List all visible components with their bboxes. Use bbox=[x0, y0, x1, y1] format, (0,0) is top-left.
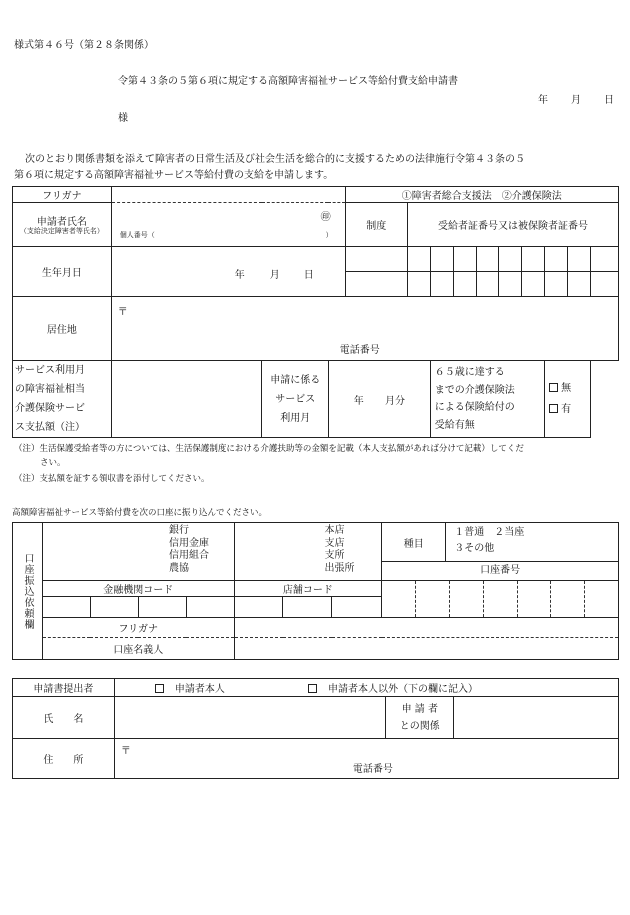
dob-label: 生年月日 bbox=[13, 247, 112, 297]
submitter-address-field[interactable] bbox=[114, 739, 618, 779]
submitter-name-label: 氏 名 bbox=[13, 697, 115, 739]
opt-other-label: 申請者本人以外（下の欄に記入） bbox=[328, 684, 479, 695]
submitter-name-field[interactable] bbox=[114, 697, 386, 739]
law-options: ①障害者総合支援法 ②介護保険法 bbox=[345, 187, 618, 203]
branch-type: 出張所 bbox=[324, 562, 355, 574]
account-digit[interactable] bbox=[585, 581, 618, 617]
address-field[interactable] bbox=[111, 297, 618, 361]
form-number: 様式第４６号（第２８条関係） bbox=[14, 40, 154, 51]
note-1b: さい。 bbox=[40, 458, 66, 468]
cert-digit[interactable] bbox=[522, 272, 545, 297]
checkbox-icon bbox=[308, 684, 317, 693]
submitter-options bbox=[114, 679, 618, 697]
cert-digit[interactable] bbox=[567, 247, 590, 272]
cert-digit[interactable] bbox=[522, 247, 545, 272]
cert-digit[interactable] bbox=[499, 272, 522, 297]
cert-digit[interactable] bbox=[567, 272, 590, 297]
institution-types bbox=[169, 525, 209, 575]
month-label-line: 利用月 bbox=[280, 412, 311, 424]
inst-code-digit[interactable] bbox=[138, 597, 186, 618]
kind-account-cell bbox=[382, 523, 619, 581]
branch-code-digit[interactable] bbox=[234, 597, 283, 618]
account-digit[interactable] bbox=[551, 581, 585, 617]
opt-none-label: 無 bbox=[561, 383, 572, 394]
submitter-label: 申請書提出者 bbox=[13, 679, 115, 697]
cert-digit[interactable] bbox=[590, 272, 618, 297]
account-digit[interactable] bbox=[382, 581, 416, 617]
address-label: 居住地 bbox=[13, 297, 112, 361]
holder-label: 口座名義人 bbox=[42, 638, 234, 660]
service-amount-label bbox=[13, 361, 112, 438]
branch-code-digit[interactable] bbox=[283, 597, 332, 618]
month-year: 年 bbox=[353, 395, 364, 407]
furigana-label: フリガナ bbox=[13, 187, 112, 203]
note-2: （注）支払額を証する領収書を添付してください。 bbox=[14, 474, 210, 484]
holder-field[interactable] bbox=[234, 638, 618, 660]
submitter-table bbox=[12, 678, 619, 779]
checkbox-icon bbox=[549, 404, 558, 413]
relation-line-1: 申 請 者 bbox=[401, 703, 438, 715]
month-label-line: サービス bbox=[275, 393, 316, 405]
cert-digit[interactable] bbox=[545, 272, 568, 297]
postal-mark: 〒 bbox=[117, 307, 128, 318]
cert-digit[interactable] bbox=[430, 247, 453, 272]
inst-type: 信用金庫 bbox=[168, 537, 209, 549]
dob-year: 年 bbox=[234, 270, 245, 281]
inst-type: 信用組合 bbox=[168, 550, 209, 561]
applicant-table bbox=[12, 186, 619, 438]
branch-types bbox=[325, 525, 355, 575]
submitter-address-label: 住 所 bbox=[13, 739, 115, 779]
kind-opt-1: １普通 ２当座 bbox=[454, 527, 525, 538]
institution-name-field[interactable] bbox=[42, 523, 234, 581]
cert-digit[interactable] bbox=[590, 247, 618, 272]
age65-options bbox=[545, 361, 591, 438]
account-digit[interactable] bbox=[484, 581, 518, 617]
dob-day: 日 bbox=[303, 270, 314, 281]
kind-options[interactable] bbox=[446, 523, 524, 561]
inst-type: 農協 bbox=[168, 562, 189, 574]
kind-label: 種目 bbox=[382, 523, 446, 561]
account-digit[interactable] bbox=[518, 581, 552, 617]
addressee: 様 bbox=[118, 113, 128, 124]
branch-code-digit[interactable] bbox=[332, 597, 382, 618]
seal-mark: ㊞ bbox=[320, 212, 331, 223]
service-amount-line: サービス利用月 bbox=[15, 365, 85, 376]
bank-lead: 高額障害福祉サービス等給付費を次の口座に振り込んでください。 bbox=[12, 508, 268, 518]
cert-digit[interactable] bbox=[476, 247, 499, 272]
furigana-field[interactable] bbox=[111, 187, 345, 203]
bank-side-text: 口座振込依頼欄 bbox=[21, 552, 33, 630]
month-field[interactable] bbox=[328, 361, 430, 438]
age65-line: ６５歳に達する bbox=[434, 367, 505, 378]
bank-table bbox=[12, 522, 619, 660]
bank-side-label bbox=[13, 523, 43, 660]
age65-label bbox=[430, 361, 544, 438]
inst-code-digit[interactable] bbox=[90, 597, 138, 618]
cert-digit[interactable] bbox=[453, 247, 476, 272]
date-day: 日 bbox=[604, 95, 614, 106]
phone-label: 電話番号 bbox=[339, 345, 380, 356]
postal-mark: 〒 bbox=[120, 746, 131, 757]
intro-line-2: 第６項に規定する高額障害福祉サービス等給付費の支給を申請します。 bbox=[14, 170, 334, 181]
checkbox-icon bbox=[549, 383, 558, 392]
personal-no-label: 個人番号（ bbox=[119, 231, 155, 240]
cert-digit[interactable] bbox=[476, 272, 499, 297]
opt-yes-label: 有 bbox=[561, 404, 572, 415]
branch-name-field[interactable] bbox=[234, 523, 382, 581]
relation-field[interactable] bbox=[454, 697, 619, 739]
branch-code-label: 店舗コード bbox=[234, 581, 382, 597]
service-amount-line: ス支払額（注） bbox=[15, 422, 85, 433]
system-cell-2[interactable] bbox=[345, 272, 407, 297]
note-1a: （注）生活保護受給者等の方については、生活保護制度における介護扶助等の金額を記載（本人支払額があれば分けて記載）してくだ bbox=[14, 444, 524, 454]
month-suffix: 月分 bbox=[384, 395, 405, 407]
kind-row bbox=[382, 523, 618, 562]
inst-code-digit[interactable] bbox=[42, 597, 90, 618]
opt-other[interactable] bbox=[308, 684, 478, 695]
account-no-label: 口座番号 bbox=[480, 565, 521, 576]
intro-line-1: 次のとおり関係書類を添えて障害者の日常生活及び社会生活を総合的に支援するための法律施行令第４３条の５ bbox=[25, 154, 525, 165]
cert-digit[interactable] bbox=[407, 247, 430, 272]
dob-field[interactable] bbox=[111, 247, 345, 297]
date-year: 年 bbox=[538, 95, 548, 106]
inst-type: 銀行 bbox=[168, 525, 189, 536]
cert-digit[interactable] bbox=[407, 272, 430, 297]
cert-no-label: 受給者証番号又は被保険者証番号 bbox=[407, 203, 618, 247]
inst-code-label: 金融機関コード bbox=[42, 581, 234, 597]
account-digit[interactable] bbox=[416, 581, 450, 617]
month-label-line: 申請に係る bbox=[270, 374, 321, 386]
account-digits bbox=[382, 581, 618, 617]
opt-yes[interactable] bbox=[549, 399, 590, 420]
month-label bbox=[262, 361, 329, 438]
account-no-field[interactable] bbox=[382, 581, 619, 618]
cert-digit[interactable] bbox=[499, 247, 522, 272]
cert-digit[interactable] bbox=[545, 247, 568, 272]
relation-line-2: との関係 bbox=[399, 720, 440, 732]
age65-line: までの介護保険法 bbox=[434, 384, 515, 396]
applicant-name-label: 申請者氏名 bbox=[36, 217, 87, 229]
branch-type: 支所 bbox=[324, 550, 345, 561]
service-amount-line: 介護保険サービ bbox=[15, 403, 85, 414]
name-field[interactable] bbox=[111, 203, 345, 247]
relation-label bbox=[386, 697, 454, 739]
opt-none[interactable] bbox=[549, 378, 590, 399]
name-label-cell bbox=[13, 203, 112, 247]
opt-self[interactable] bbox=[155, 684, 225, 695]
branch-type: 支店 bbox=[324, 537, 345, 549]
age65-line: による保険給付の bbox=[434, 402, 515, 413]
system-label: 制度 bbox=[345, 203, 407, 247]
checkbox-icon bbox=[155, 684, 164, 693]
form-title: 令第４３条の５第６項に規定する高額障害福祉サービス等給付費支給申請書 bbox=[118, 76, 458, 87]
cert-digit[interactable] bbox=[430, 272, 453, 297]
age65-line: 受給有無 bbox=[434, 419, 475, 431]
cert-digit[interactable] bbox=[453, 272, 476, 297]
applicant-name-sub: （支給決定障害者等氏名） bbox=[19, 227, 104, 236]
personal-no-close: ） bbox=[325, 231, 333, 240]
inst-code-digit[interactable] bbox=[186, 597, 234, 618]
branch-type: 本店 bbox=[324, 525, 345, 536]
bank-furigana-field[interactable] bbox=[234, 618, 618, 638]
service-amount-field[interactable] bbox=[111, 361, 262, 438]
system-cell-1[interactable] bbox=[345, 247, 407, 272]
submitter-phone-label: 電話番号 bbox=[352, 764, 393, 775]
service-amount-line: の障害福祉相当 bbox=[15, 384, 85, 395]
dob-month: 月 bbox=[269, 270, 280, 281]
bank-furigana-label: フリガナ bbox=[42, 618, 234, 638]
date-month: 月 bbox=[571, 95, 581, 106]
opt-self-label: 申請者本人 bbox=[174, 684, 225, 695]
account-digit[interactable] bbox=[450, 581, 484, 617]
kind-opt-2: ３その他 bbox=[454, 542, 495, 554]
